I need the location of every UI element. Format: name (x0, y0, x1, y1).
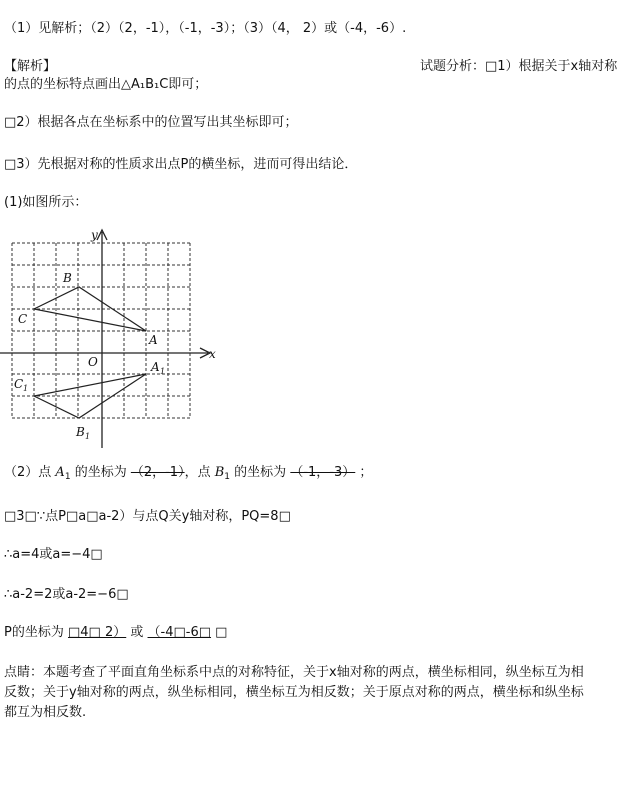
comment-line-3: 都互为相反数. (4, 705, 87, 720)
part3-line-3: ∴a-2=2或a-2=−6□ (4, 587, 129, 602)
part3-l4-prefix: P的坐标为 (4, 625, 64, 640)
part3-l4-val2: （-4□-6□ (147, 625, 212, 640)
analysis-line-4: □3）先根据对称的性质求出点P的横坐标，进而可得出结论． (4, 157, 358, 172)
point-label-c: C (18, 312, 28, 326)
part2-b1-sub: 1 (224, 472, 231, 482)
part2-a1-sub: 1 (64, 472, 71, 482)
point-label-a1-sub: 1 (160, 367, 166, 376)
point-label-a1: A (151, 360, 160, 374)
part2-suffix: ； (359, 465, 373, 480)
part3-line-1: □3□∵点P□a□a-2）与点Q关y轴对称，PQ=8□ (4, 509, 291, 524)
part2-val2: （-1，-3） (290, 465, 356, 480)
point-label-b1-sub: 1 (85, 432, 91, 441)
part2-a1-letter: A (55, 465, 65, 480)
point-label-c1-sub: 1 (23, 384, 29, 393)
analysis-line-3: □2）根据各点在坐标系中的位置写出其坐标即可； (4, 115, 298, 130)
point-label-a: A (149, 333, 158, 347)
answer-line: （1）见解析；（2）（2，-1），（-1，-3）；（3）（4， 2）或（-4，-6）. (4, 21, 407, 36)
part3-line-2: ∴a=4或a=−4□ (4, 547, 103, 562)
part2-val1: （2，-1） (130, 465, 185, 480)
part2-mid1: 的坐标为 (74, 465, 127, 480)
part3-l4-val1: □4□ 2） (67, 625, 127, 640)
analysis-heading: 【解析】 (4, 59, 57, 74)
part3-l4-mid: 或 (130, 625, 144, 640)
part1-label: (1)如图所示： (4, 195, 88, 210)
y-axis-label: y (91, 228, 98, 242)
origin-label: O (88, 355, 98, 369)
x-axis-label: x (209, 347, 216, 361)
point-label-c1: C (14, 377, 24, 391)
part3-line-4 (4, 624, 227, 642)
part2-mid3: 的坐标为 (234, 465, 287, 480)
part2-b1-letter: B (214, 465, 225, 480)
coordinate-figure (0, 228, 230, 448)
part2-prefix: （2）点 (4, 465, 52, 480)
comment-line-1: 点睛：本题考查了平面直角坐标系中点的对称特征，关于x轴对称的两点，横坐标相同，纵坐标互为相 (4, 665, 584, 680)
analysis-right-note: 试题分析：□1）根据关于x轴对称 (420, 59, 618, 74)
grid-lines (12, 243, 190, 418)
analysis-line-2: 的点的坐标特点画出△A₁B₁C即可； (4, 77, 208, 92)
point-label-b1: B (76, 425, 85, 439)
point-label-b: B (63, 271, 72, 285)
part2-line (4, 464, 372, 486)
part2-mid2: ，点 (184, 465, 211, 480)
comment-line-2: 反数；关于y轴对称的两点，纵坐标相同，横坐标互为相反数；关于原点对称的两点，横坐标和纵坐标 (4, 685, 584, 700)
part3-l4-end: □ (215, 625, 228, 640)
